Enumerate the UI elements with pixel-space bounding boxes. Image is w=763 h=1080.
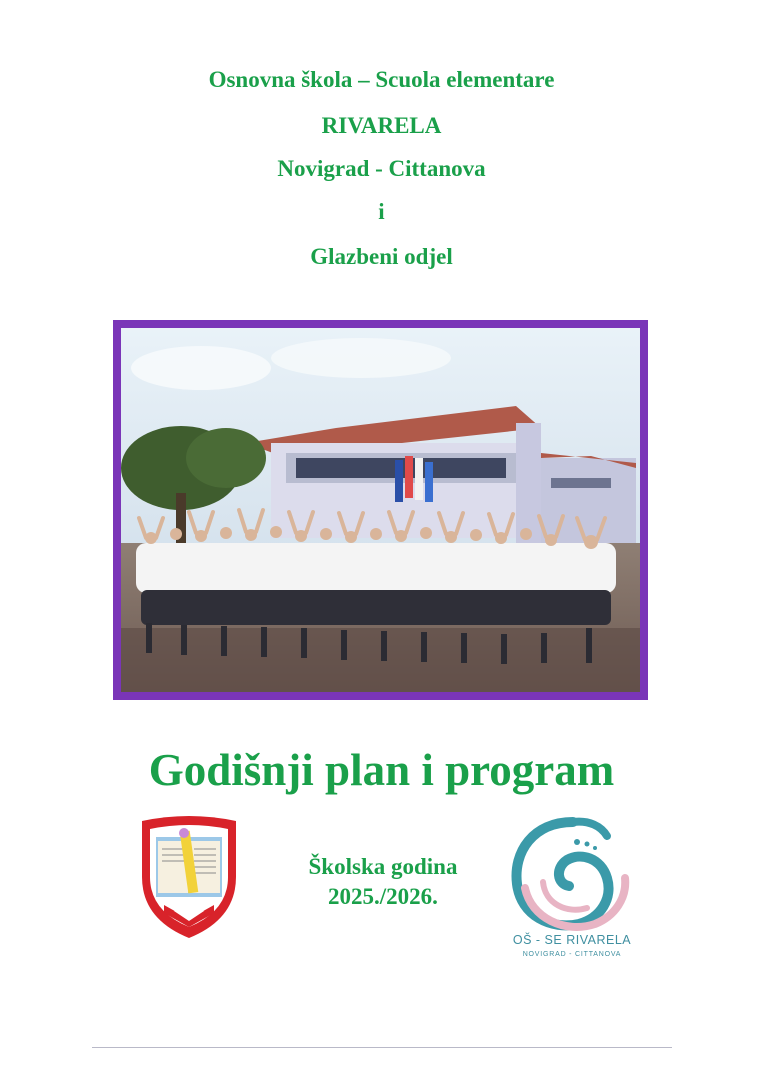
school-year-value: 2025./2026. <box>328 884 438 909</box>
school-name-line: Osnovna škola – Scuola elementare <box>208 67 555 92</box>
school-location: Novigrad - Cittanova <box>277 156 486 181</box>
school-name-rivarela: RIVARELA <box>321 113 442 138</box>
school-crest-icon <box>138 815 240 941</box>
conjunction: i <box>378 199 385 224</box>
school-photo-illustration <box>121 328 640 692</box>
music-department: Glazbeni odjel <box>310 244 453 269</box>
school-year-label: Školska godina <box>308 854 458 879</box>
document-title: Godišnji plan i program <box>148 745 615 795</box>
cover-photo <box>113 320 648 700</box>
footer-divider <box>92 1047 672 1048</box>
school-year-block <box>278 852 488 912</box>
logo-school-name: OŠ - SE RIVARELA <box>512 933 632 947</box>
logo-location: NOVIGRAD - CITTANOVA <box>522 951 622 958</box>
